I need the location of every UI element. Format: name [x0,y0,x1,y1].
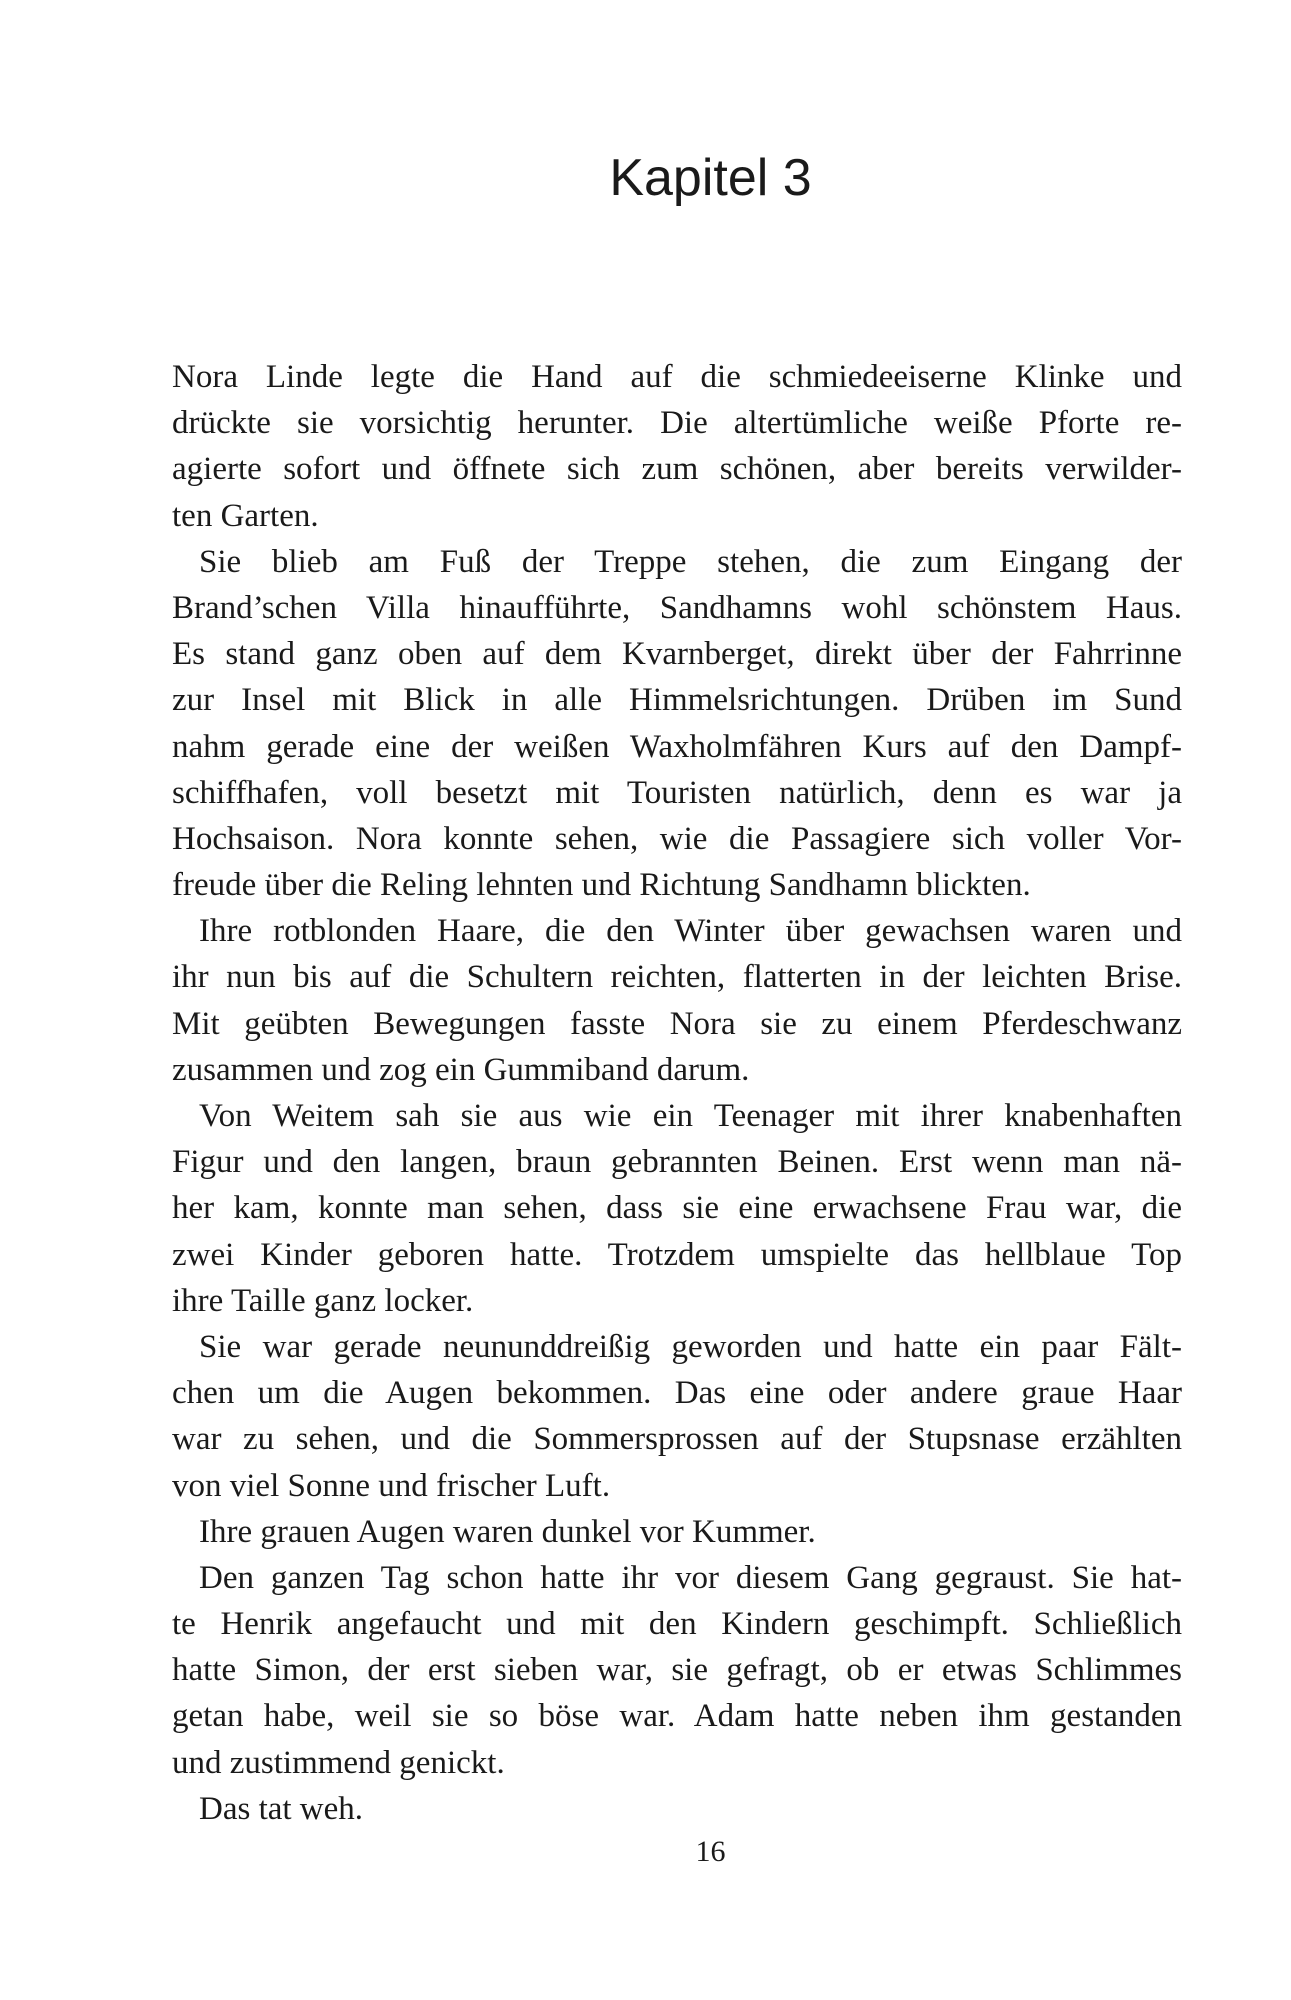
text-line: von viel Sonne und frischer Luft. [172,1467,611,1504]
text-line: ihr nun bis auf die Schultern reichten, flatterten in der leichten Brise. [172,959,1182,996]
text-line: Den ganzen Tag schon hatte ihr vor diesem Gang gegraust. Sie hat- [199,1559,1182,1596]
text-line: nahm gerade eine der weißen Waxholmfähren Kurs auf den Dampf- [172,728,1182,765]
text-line: her kam, konnte man sehen, dass sie eine erwachsene Frau war, die [172,1190,1182,1227]
paragraph [172,1786,1182,1832]
text-line: Sie war gerade neununddreißig geworden und hatte ein paar Fält- [199,1328,1182,1365]
text-line: Brand’schen Villa hinaufführte, Sandhamns wohl schönstem Haus. [172,589,1182,626]
text-line: drückte sie vorsichtig herunter. Die altertümliche weiße Pforte re- [172,405,1182,442]
text-line: Mit geübten Bewegungen fasste Nora sie zu einem Pferdeschwanz [172,1005,1182,1042]
text-line: Sie blieb am Fuß der Treppe stehen, die zum Eingang der [199,543,1182,580]
chapter-body [172,354,1182,1832]
text-line: zusammen und zog ein Gummiband darum. [172,1051,750,1088]
text-line: zwei Kinder geboren hatte. Trotzdem umspielte das hellblaue Top [172,1236,1182,1273]
paragraph [172,1324,1182,1509]
paragraph [172,1555,1182,1786]
text-line: Ihre rotblonden Haare, die den Winter über gewachsen waren und [199,913,1182,950]
page-number: 16 [695,1835,726,1868]
text-line: hatte Simon, der erst sieben war, sie gefragt, ob er etwas Schlimmes [172,1652,1182,1689]
text-line: ten Garten. [172,497,319,534]
text-line: Es stand ganz oben auf dem Kvarnberget, direkt über der Fahrrinne [172,636,1182,673]
text-line: getan habe, weil sie so böse war. Adam hatte neben ihm gestanden [172,1698,1182,1735]
text-line: te Henrik angefaucht und mit den Kindern geschimpft. Schließlich [172,1606,1182,1643]
chapter-title: Kapitel 3 [609,149,812,207]
text-line: chen um die Augen bekommen. Das eine oder andere graue Haar [172,1375,1182,1412]
paragraph [172,908,1182,1093]
text-line: Von Weitem sah sie aus wie ein Teenager mit ihrer knabenhaften [199,1098,1182,1134]
text-line: ihre Taille ganz locker. [172,1282,474,1319]
text-line: freude über die Reling lehnten und Richtung Sandhamn blickten. [172,867,1031,904]
text-line: war zu sehen, und die Sommersprossen auf der Stupsnase erzählten [172,1421,1182,1458]
paragraph [172,539,1182,909]
text-line: Ihre grauen Augen waren dunkel vor Kummer. [199,1513,816,1550]
text-line: Das tat weh. [199,1790,364,1827]
text-line: Nora Linde legte die Hand auf die schmiedeeiserne Klinke und [172,359,1182,395]
paragraph [172,354,1182,539]
text-line: Figur und den langen, braun gebrannten Beinen. Erst wenn man nä- [172,1144,1182,1181]
text-line: und zustimmend genickt. [172,1744,505,1781]
text-line: schiffhafen, voll besetzt mit Touristen natürlich, denn es war ja [172,774,1182,811]
paragraph [172,1093,1182,1324]
text-line: zur Insel mit Blick in alle Himmelsrichtungen. Drüben im Sund [172,682,1182,719]
text-line: agierte sofort und öffnete sich zum schönen, aber bereits verwilder- [172,451,1182,488]
text-line: Hochsaison. Nora konnte sehen, wie die Passagiere sich voller Vor- [172,820,1182,857]
paragraph [172,1509,1182,1555]
